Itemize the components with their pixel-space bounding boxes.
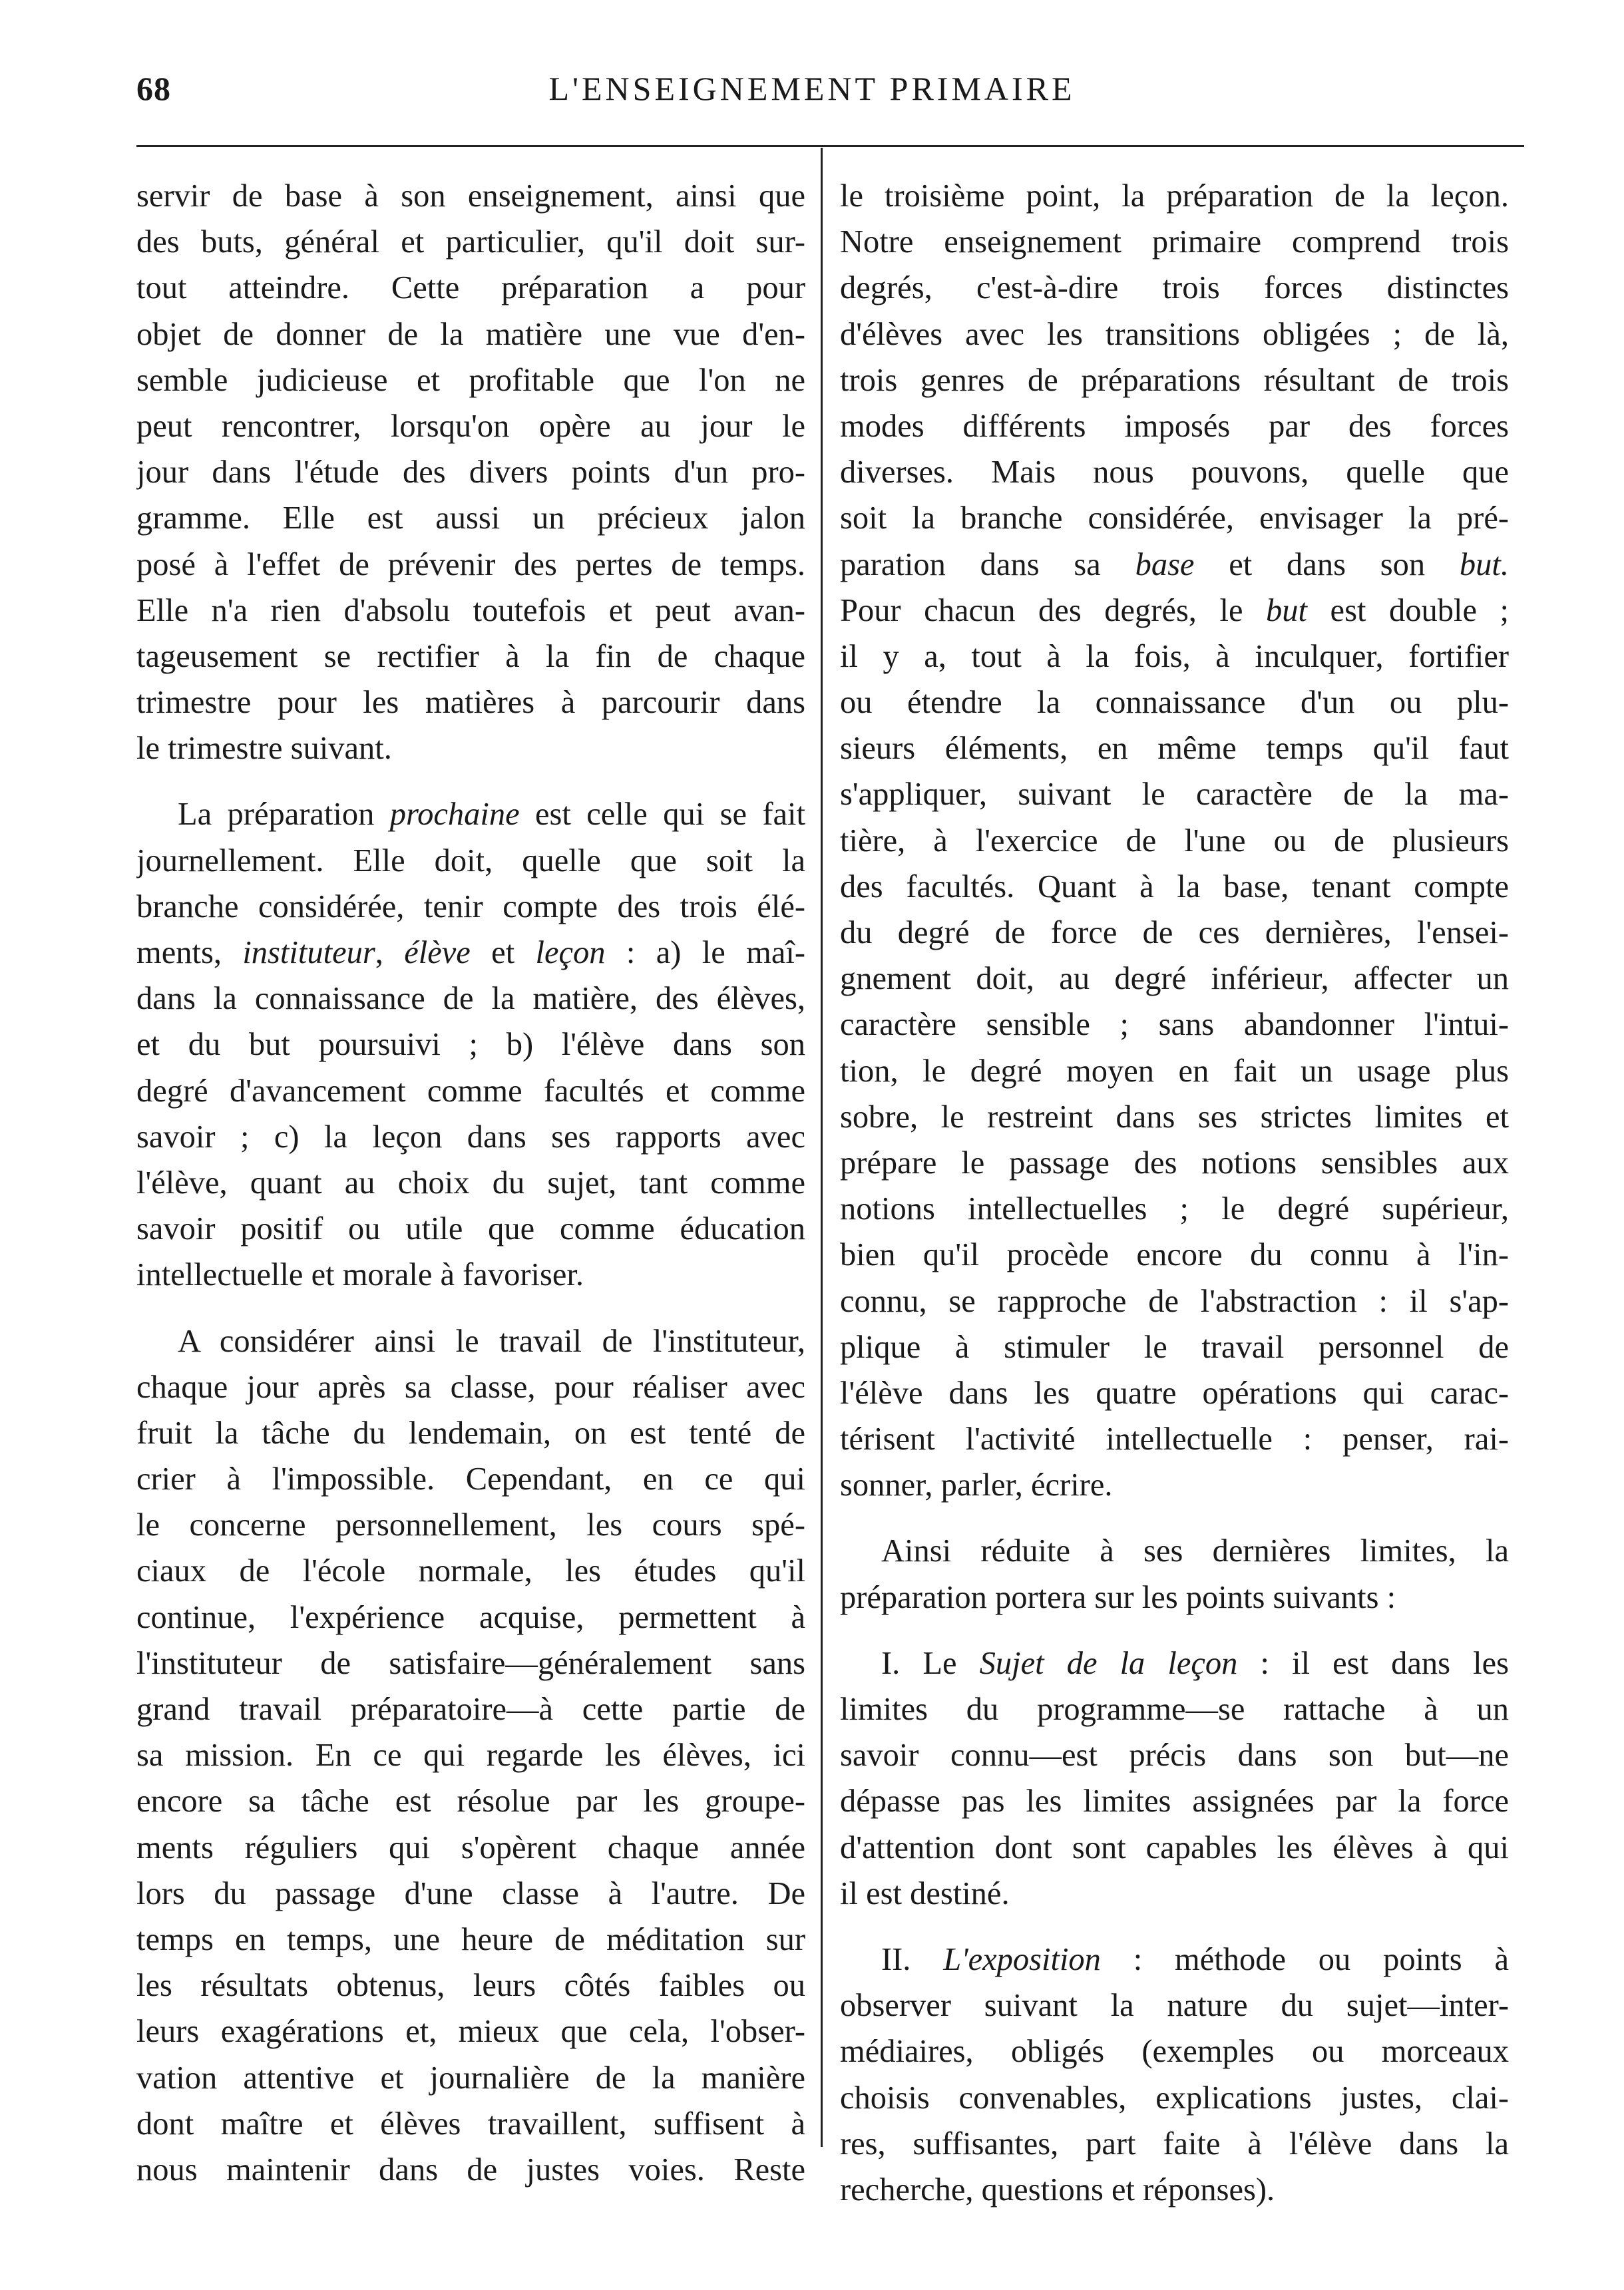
text-line: choisis convenables, explications justes, clai- bbox=[840, 2080, 1509, 2116]
right-column bbox=[840, 173, 1509, 2213]
text-line: chaque jour après sa classe, pour réaliser avec bbox=[136, 1369, 805, 1405]
text-line: fruit la tâche du lendemain, on est tenté de bbox=[136, 1415, 805, 1451]
text-line: degré d'avancement comme facultés et comme bbox=[136, 1073, 805, 1109]
text-line: ou étendre la connaissance d'un ou plu- bbox=[840, 685, 1509, 721]
text-line: sobre, le restreint dans ses strictes limites et bbox=[840, 1099, 1509, 1135]
text-line: encore sa tâche est résolue par les groupe- bbox=[136, 1784, 805, 1819]
text-line: recherche, questions et réponses). bbox=[840, 2172, 1275, 2207]
text-line: peut rencontrer, lorsqu'on opère au jour le bbox=[136, 408, 805, 444]
text-line: le trimestre suivant. bbox=[136, 731, 392, 767]
text-line: sonner, parler, écrire. bbox=[840, 1467, 1113, 1503]
text-line: s'appliquer, suivant le caractère de la ma- bbox=[840, 777, 1509, 813]
text-line: plique à stimuler le travail personnel de bbox=[840, 1329, 1509, 1365]
text-line: soit la branche considérée, envisager la pré- bbox=[840, 500, 1509, 536]
text-line: prépare le passage des notions sensibles aux bbox=[840, 1145, 1509, 1181]
text-line: dépasse pas les limites assignées par la force bbox=[840, 1784, 1509, 1819]
text-line: savoir connu—est précis dans son but—ne bbox=[840, 1738, 1509, 1774]
left-column bbox=[136, 173, 805, 2193]
text-line: journellement. Elle doit, quelle que soit la bbox=[136, 843, 805, 878]
text-line: vation attentive et journalière de la manière bbox=[136, 2060, 805, 2096]
text-line: du degré de force de ces dernières, l'ensei- bbox=[840, 915, 1509, 950]
text-line: dont maître et élèves travaillent, suffisent à bbox=[136, 2106, 805, 2142]
text-line: limites du programme—se rattache à un bbox=[840, 1692, 1509, 1727]
text-line: d'élèves avec les transitions obligées ; de là, bbox=[840, 316, 1509, 352]
text-line: dans la connaissance de la matière, des élèves, bbox=[136, 981, 805, 1017]
text-line: degrés, c'est-à-dire trois forces distinctes bbox=[840, 270, 1509, 306]
text-line: res, suffisantes, part faite à l'élève dans la bbox=[840, 2126, 1509, 2162]
text-line: tière, à l'exercice de l'une ou de plusieurs bbox=[840, 823, 1509, 859]
text-line: grand travail préparatoire—à cette partie de bbox=[136, 1692, 805, 1727]
text-line: l'instituteur de satisfaire—généralement sans bbox=[136, 1645, 805, 1681]
text-line: térisent l'activité intellectuelle : penser, rai- bbox=[840, 1422, 1509, 1457]
text-line: leurs exagérations et, mieux que cela, l'obser- bbox=[136, 2014, 805, 2050]
text-line: gramme. Elle est aussi un précieux jalon bbox=[136, 500, 805, 536]
text-line: Elle n'a rien d'absolu toutefois et peut avan- bbox=[136, 592, 805, 628]
text-line: intellectuelle et morale à favoriser. bbox=[136, 1257, 584, 1293]
text-line: gnement doit, au degré inférieur, affecter un bbox=[840, 961, 1509, 997]
text-line: La préparation prochaine est celle qui se fait bbox=[178, 797, 805, 833]
text-line: savoir ; c) la leçon dans ses rapports avec bbox=[136, 1119, 805, 1155]
text-line: bien qu'il procède encore du connu à l'in- bbox=[840, 1237, 1509, 1273]
text-line: le troisième point, la préparation de la leçon. bbox=[840, 178, 1509, 214]
text-line: d'attention dont sont capables les élèves à qui bbox=[840, 1829, 1509, 1865]
text-line: tion, le degré moyen en fait un usage plus bbox=[840, 1053, 1509, 1089]
text-line: tageusement se rectifier à la fin de chaque bbox=[136, 638, 805, 674]
text-line: l'élève, quant au choix du sujet, tant comme bbox=[136, 1165, 805, 1201]
text-line: caractère sensible ; sans abandonner l'intui- bbox=[840, 1007, 1509, 1043]
text-line: connu, se rapproche de l'abstraction : il s'ap- bbox=[840, 1283, 1509, 1319]
text-line: diverses. Mais nous pouvons, quelle que bbox=[840, 455, 1509, 490]
text-line: les résultats obtenus, leurs côtés faibles ou bbox=[136, 1968, 805, 2004]
text-line: temps en temps, une heure de méditation sur bbox=[136, 1921, 805, 1957]
text-line: ments réguliers qui s'opèrent chaque année bbox=[136, 1829, 805, 1865]
text-line: Pour chacun des degrés, le but est double ; bbox=[840, 592, 1509, 628]
text-line: posé à l'effet de prévenir des pertes de temps. bbox=[136, 546, 805, 582]
text-line: sa mission. En ce qui regarde les élèves, ici bbox=[136, 1738, 805, 1774]
text-line: préparation portera sur les points suivants : bbox=[840, 1579, 1396, 1615]
text-line: servir de base à son enseignement, ainsi que bbox=[136, 178, 805, 214]
text-line: II. L'exposition : méthode ou points à bbox=[881, 1941, 1509, 1977]
text-line: lors du passage d'une classe à l'autre. De bbox=[136, 1875, 805, 1911]
text-line: et du but poursuivi ; b) l'élève dans son bbox=[136, 1027, 805, 1063]
text-line: il y a, tout à la fois, à inculquer, fortifier bbox=[840, 638, 1509, 674]
text-line: le concerne personnellement, les cours spé- bbox=[136, 1507, 805, 1543]
page-number: 68 bbox=[136, 70, 171, 107]
text-line: A considérer ainsi le travail de l'instituteur, bbox=[178, 1323, 805, 1359]
text-line: tout atteindre. Cette préparation a pour bbox=[136, 270, 805, 306]
text-line: Ainsi réduite à ses dernières limites, la bbox=[881, 1533, 1509, 1569]
text-line: jour dans l'étude des divers points d'un pro- bbox=[136, 455, 805, 490]
text-line: crier à l'impossible. Cependant, en ce qui bbox=[136, 1461, 805, 1497]
text-line: Notre enseignement primaire comprend trois bbox=[840, 224, 1509, 260]
text-line: I. Le Sujet de la leçon : il est dans les bbox=[881, 1645, 1509, 1681]
text-line: objet de donner de la matière une vue d'en- bbox=[136, 316, 805, 352]
text-line: observer suivant la nature du sujet—inter- bbox=[840, 1988, 1509, 2024]
text-line: l'élève dans les quatre opérations qui carac- bbox=[840, 1375, 1509, 1411]
text-line: médiaires, obligés (exemples ou morceaux bbox=[840, 2034, 1509, 2070]
text-line: ments, instituteur, élève et leçon : a) le maî- bbox=[136, 935, 805, 970]
text-line: des buts, général et particulier, qu'il doit sur- bbox=[136, 224, 805, 260]
running-title: L'ENSEIGNEMENT PRIMAIRE bbox=[548, 70, 1076, 107]
text-line: semble judicieuse et profitable que l'on ne bbox=[136, 362, 805, 398]
text-line: nous maintenir dans de justes voies. Reste bbox=[136, 2152, 805, 2188]
text-line: des facultés. Quant à la base, tenant compte bbox=[840, 868, 1509, 904]
text-line: il est destiné. bbox=[840, 1875, 1010, 1911]
text-line: notions intellectuelles ; le degré supérieur, bbox=[840, 1191, 1509, 1227]
text-line: ciaux de l'école normale, les études qu'il bbox=[136, 1553, 805, 1589]
text-line: trois genres de préparations résultant de trois bbox=[840, 362, 1509, 398]
text-line: sieurs éléments, en même temps qu'il faut bbox=[840, 731, 1509, 767]
text-line: modes différents imposés par des forces bbox=[840, 408, 1509, 444]
text-line: paration dans sa base et dans son but. bbox=[840, 546, 1509, 582]
page-header bbox=[0, 0, 1624, 133]
text-line: savoir positif ou utile que comme éducation bbox=[136, 1211, 805, 1247]
header-rule bbox=[136, 145, 1524, 147]
text-line: branche considérée, tenir compte des trois élé- bbox=[136, 888, 805, 924]
text-line: trimestre pour les matières à parcourir dans bbox=[136, 685, 805, 721]
column-divider bbox=[821, 148, 823, 2147]
text-line: continue, l'expérience acquise, permettent à bbox=[136, 1599, 805, 1635]
